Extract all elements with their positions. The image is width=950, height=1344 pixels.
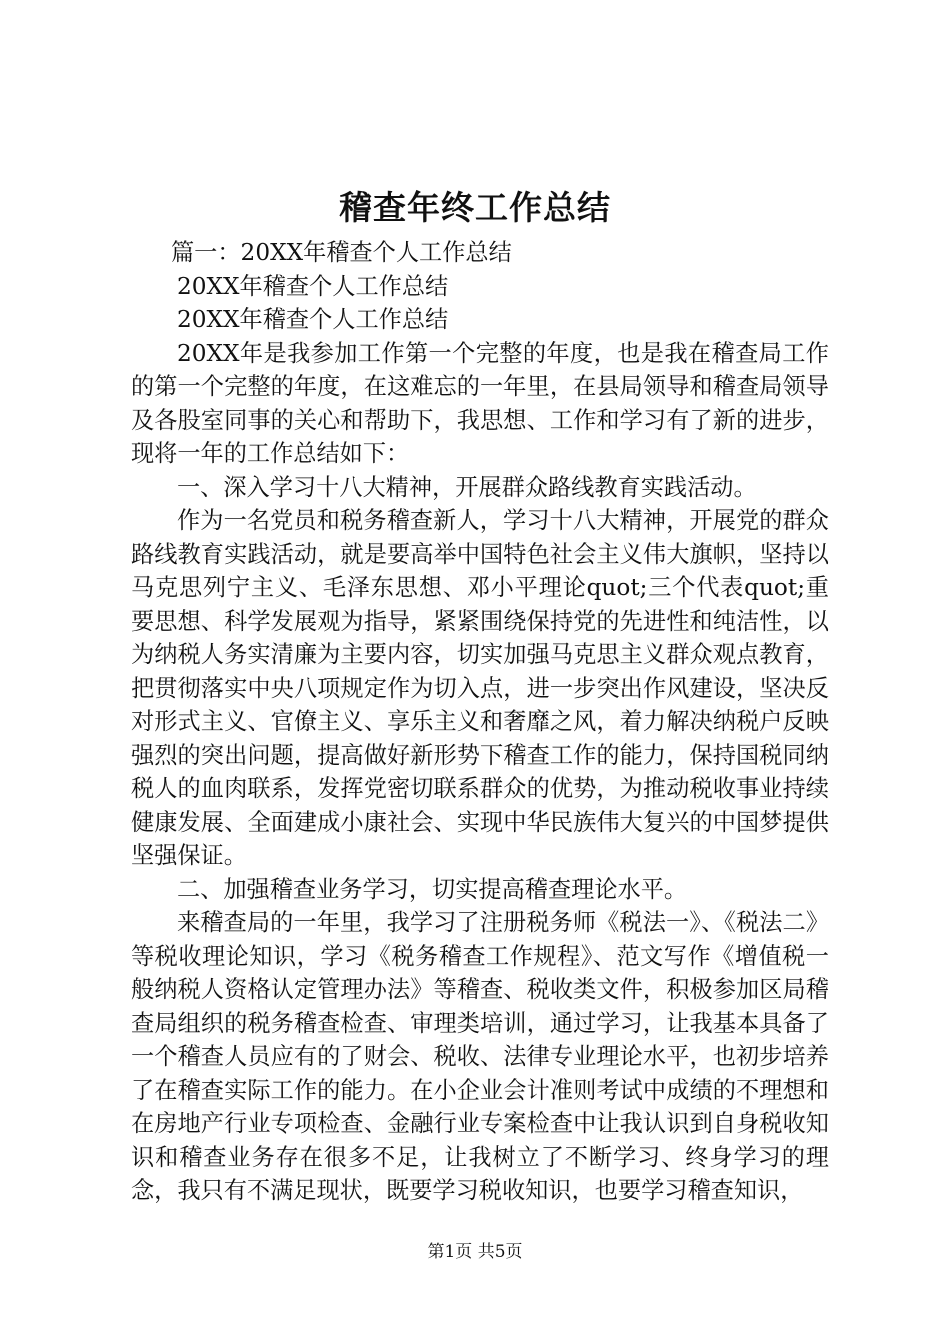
paragraph-subtitle-1: 20XX年稽查个人工作总结 (177, 272, 449, 300)
paragraph-section-1: 作为一名党员和税务稽查新人，学习十八大精神，开展党的群众路线教育实践活动，就是要高举中国特色社会主义伟大旗帜，坚持以马克思列宁主义、毛泽东思想、邓小平理论quot;三个代表quot;重要思想、科学发展观为指导，紧紧围绕保持党的先进性和纯洁性，以为纳税人务实清廉为主要内容，切实加强马克思主义群众观点教育，把贯彻落实中央八项规定作为切入点，进一步突出作风建设，坚决反对形式主义、官僚主义、享乐主义和奢靡之风，着力解决纳税户反映强烈的突出问题，提高做好新形势下稽查工作的能力，保持国税同纳税人的血肉联系，发挥党密切联系群众的优势，为推动税收事业持续健康发展、全面建成小康社会、实现中华民族伟大复兴的中国梦提供坚强保证。 (131, 507, 829, 869)
section-heading-2: 二、加强稽查业务学习，切实提高稽查理论水平。 (177, 875, 688, 903)
document-title: 稽查年终工作总结 (339, 188, 611, 227)
document-body (131, 236, 829, 1208)
paragraph-subtitle-2: 20XX年稽查个人工作总结 (177, 306, 449, 333)
paragraph-intro: 20XX年是我参加工作第一个完整的年度，也是我在稽查局工作的第一个完整的年度，在这难忘的一年里，在县局领导和稽查局领导及各股室同事的关心和帮助下，我思想、工作和学习有了新的进步，现将一年的工作总结如下： (131, 339, 829, 467)
section-heading-1: 一、深入学习十八大精神，开展群众路线教育实践活动。 (177, 473, 757, 501)
page-number-footer: 第1页 共5页 (427, 1242, 523, 1262)
paragraph-part-heading: 篇一：20XX年稽查个人工作总结 (171, 239, 512, 266)
paragraph-section-2: 来稽查局的一年里，我学习了注册税务师《税法一》、《税法二》等税收理论知识，学习《税务稽查工作规程》、范文写作《增值税一般纳税人资格认定管理办法》等稽查、税收类文件，积极参加区局稽查局组织的税务稽查检查、审理类培训，通过学习，让我基本具备了一个稽查人员应有的了财会、税收、法律专业理论水平，也初步培养了在稽查实际工作的能力。在小企业会计准则考试中成绩的不理想和在房地产行业专项检查、金融行业专案检查中让我认识到自身税收知识和稽查业务存在很多不足，让我树立了不断学习、终身学习的理念，我只有不满足现状，既要学习税收知识，也要学习稽查知识， (131, 909, 829, 1204)
